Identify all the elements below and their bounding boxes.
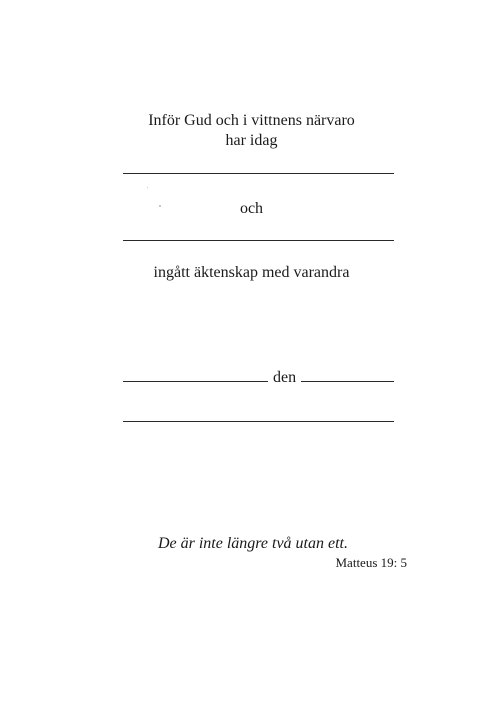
connector-text: och — [239, 200, 264, 217]
name-line-1 — [123, 173, 394, 174]
verse-reference: Matteus 19: 5 — [335, 555, 407, 570]
intro-line-1: Inför Gud och i vittnens närvaro — [148, 112, 355, 129]
date-word: den — [273, 369, 297, 386]
statement-text: ingått äktenskap med varandra — [153, 264, 350, 281]
name-line-2 — [123, 240, 394, 241]
date-line — [301, 381, 394, 382]
intro-line-2: har idag — [225, 132, 278, 149]
paper-speck — [147, 187, 148, 188]
paper-speck — [159, 205, 161, 207]
place-line — [123, 381, 268, 382]
bible-verse: De är inte längre två utan ett. — [157, 535, 348, 552]
signature-line — [123, 421, 394, 422]
